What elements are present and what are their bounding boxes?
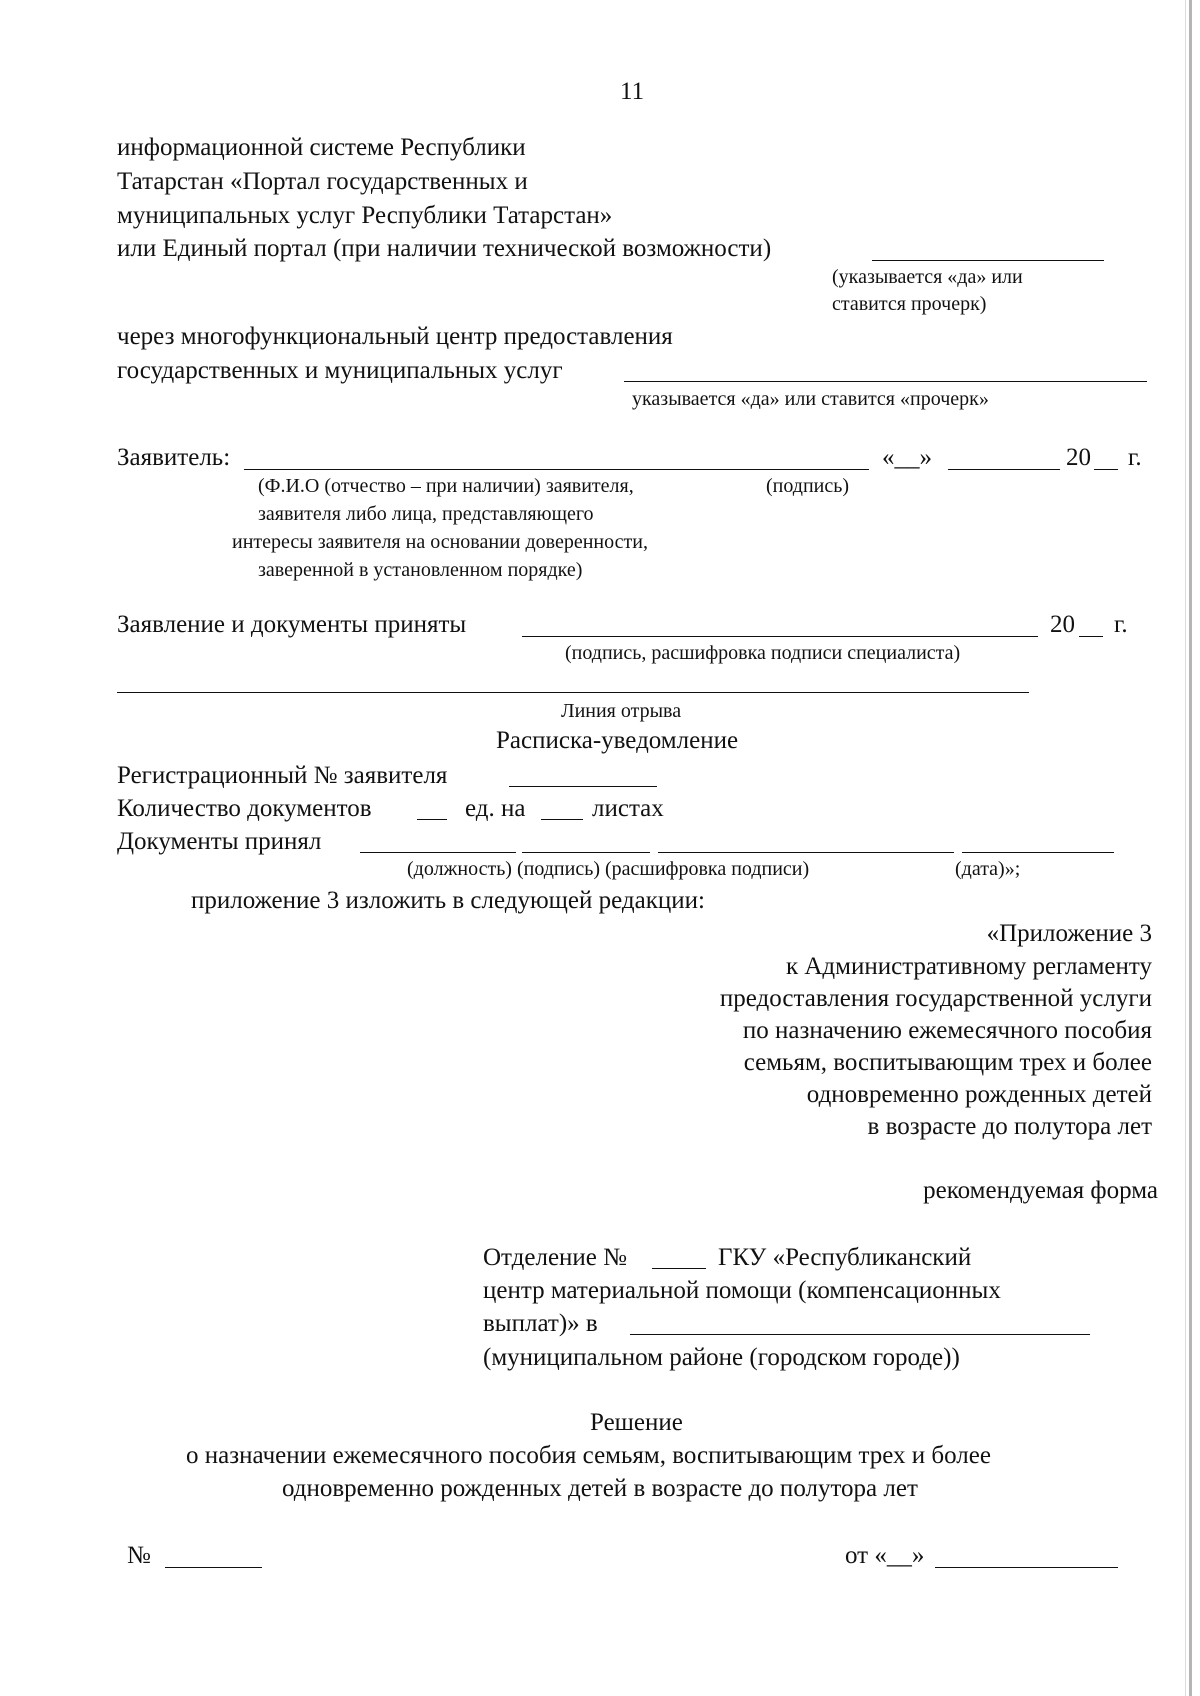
accepted-label: Заявление и документы приняты bbox=[117, 611, 467, 638]
appendix-intro: приложение 3 изложить в следующей редакции: bbox=[191, 887, 705, 914]
department-line-3: выплат)» в bbox=[483, 1310, 598, 1337]
receipt-count-unit: ед. на bbox=[465, 795, 526, 822]
accepted-signature-line bbox=[522, 636, 1038, 637]
appendix-header-line-6: одновременно рожденных детей bbox=[806, 1081, 1152, 1108]
receipt-count-label: Количество документов bbox=[117, 795, 372, 822]
applicant-caption-3: интересы заявителя на основании доверенности, bbox=[232, 531, 648, 553]
receipt-signature-line bbox=[522, 852, 650, 853]
accepted-year-suffix: г. bbox=[1114, 611, 1128, 638]
appendix-header-line-4: по назначению ежемесячного пособия bbox=[742, 1017, 1152, 1044]
department-line-2: центр материальной помощи (компенсационных bbox=[483, 1277, 1001, 1304]
page-number: 11 bbox=[620, 78, 645, 105]
receipt-reg-line bbox=[509, 786, 657, 787]
applicant-caption-4: заверенной в установленном порядке) bbox=[258, 559, 583, 581]
receipt-date-caption: (дата)»; bbox=[955, 858, 1021, 880]
top-block-line-3: муниципальных услуг Республики Татарстан» bbox=[117, 202, 613, 229]
department-line-1a: Отделение № bbox=[483, 1244, 627, 1271]
portal-answer-line bbox=[872, 260, 1104, 261]
decision-line-2: одновременно рожденных детей в возрасте до полутора лет bbox=[282, 1475, 918, 1502]
decision-number-line bbox=[165, 1567, 262, 1568]
appendix-header-line-3: предоставления государственной услуги bbox=[719, 985, 1152, 1012]
decision-date-label: от «__» bbox=[845, 1542, 925, 1569]
applicant-date-quotes: «__» bbox=[882, 444, 932, 471]
mfc-note: указывается «да» или ставится «прочерк» bbox=[632, 388, 989, 410]
top-block-line-1: информационной системе Республики bbox=[117, 134, 526, 161]
receipt-title: Расписка-уведомление bbox=[496, 727, 739, 754]
decision-line-1: о назначении ежемесячного пособия семьям, воспитывающим трех и более bbox=[186, 1442, 991, 1469]
applicant-label: Заявитель: bbox=[117, 444, 231, 471]
department-district-line bbox=[630, 1334, 1090, 1335]
mfc-line-1: через многофункциональный центр предоставления bbox=[117, 323, 673, 350]
applicant-caption-2: заявителя либо лица, представляющего bbox=[258, 503, 594, 525]
appendix-header-line-7: в возрасте до полутора лет bbox=[867, 1113, 1152, 1140]
receipt-sheets-label: листах bbox=[592, 795, 664, 822]
top-block-line-2: Татарстан «Портал государственных и bbox=[117, 168, 528, 195]
receipt-reg-label: Регистрационный № заявителя bbox=[117, 762, 448, 789]
applicant-year-suffix: г. bbox=[1128, 444, 1142, 471]
department-line-4: (муниципальном районе (городском городе)) bbox=[483, 1344, 960, 1371]
decision-number-label: № bbox=[127, 1542, 151, 1569]
receipt-accepted-by: Документы принял bbox=[117, 828, 322, 855]
accepted-year-prefix: 20 bbox=[1050, 611, 1075, 638]
decision-title: Решение bbox=[590, 1409, 683, 1436]
applicant-year-line bbox=[1094, 469, 1118, 470]
appendix-header-line-5: семьям, воспитывающим трех и более bbox=[743, 1049, 1152, 1076]
top-block-line-4: или Единый портал (при наличии технической возможности) bbox=[117, 235, 772, 262]
tear-line-label: Линия отрыва bbox=[561, 700, 682, 722]
applicant-fio-line bbox=[244, 469, 869, 470]
applicant-year-prefix: 20 bbox=[1066, 444, 1091, 471]
receipt-caption: (должность) (подпись) (расшифровка подписи) bbox=[407, 858, 810, 880]
recommended-form: рекомендуемая форма bbox=[923, 1177, 1158, 1204]
mfc-answer-line bbox=[624, 381, 1147, 382]
appendix-header-line-2: к Административному регламенту bbox=[785, 953, 1152, 980]
receipt-decoding-line bbox=[658, 852, 954, 853]
receipt-position-line bbox=[360, 852, 516, 853]
portal-note-2: ставится прочерк) bbox=[832, 293, 987, 315]
applicant-caption-1: (Ф.И.О (отчество – при наличии) заявителя, bbox=[258, 475, 634, 497]
receipt-count-line bbox=[417, 819, 447, 820]
accepted-caption: (подпись, расшифровка подписи специалиста) bbox=[565, 642, 961, 664]
department-line-1b: ГКУ «Республиканский bbox=[718, 1244, 972, 1271]
applicant-signature-caption: (подпись) bbox=[766, 475, 850, 497]
scan-edge-line bbox=[1185, 0, 1186, 1696]
decision-date-line bbox=[935, 1567, 1118, 1568]
portal-note-1: (указывается «да» или bbox=[832, 266, 1023, 288]
accepted-year-line bbox=[1079, 636, 1103, 637]
department-number-line bbox=[652, 1268, 706, 1269]
receipt-date-line bbox=[962, 852, 1114, 853]
receipt-sheets-line bbox=[541, 819, 583, 820]
mfc-line-2: государственных и муниципальных услуг bbox=[117, 357, 563, 384]
scan-edge-shadow bbox=[1189, 0, 1192, 1696]
appendix-header-line-1: «Приложение 3 bbox=[986, 920, 1152, 947]
applicant-month-line bbox=[948, 469, 1060, 470]
tear-off-line bbox=[117, 692, 1029, 693]
